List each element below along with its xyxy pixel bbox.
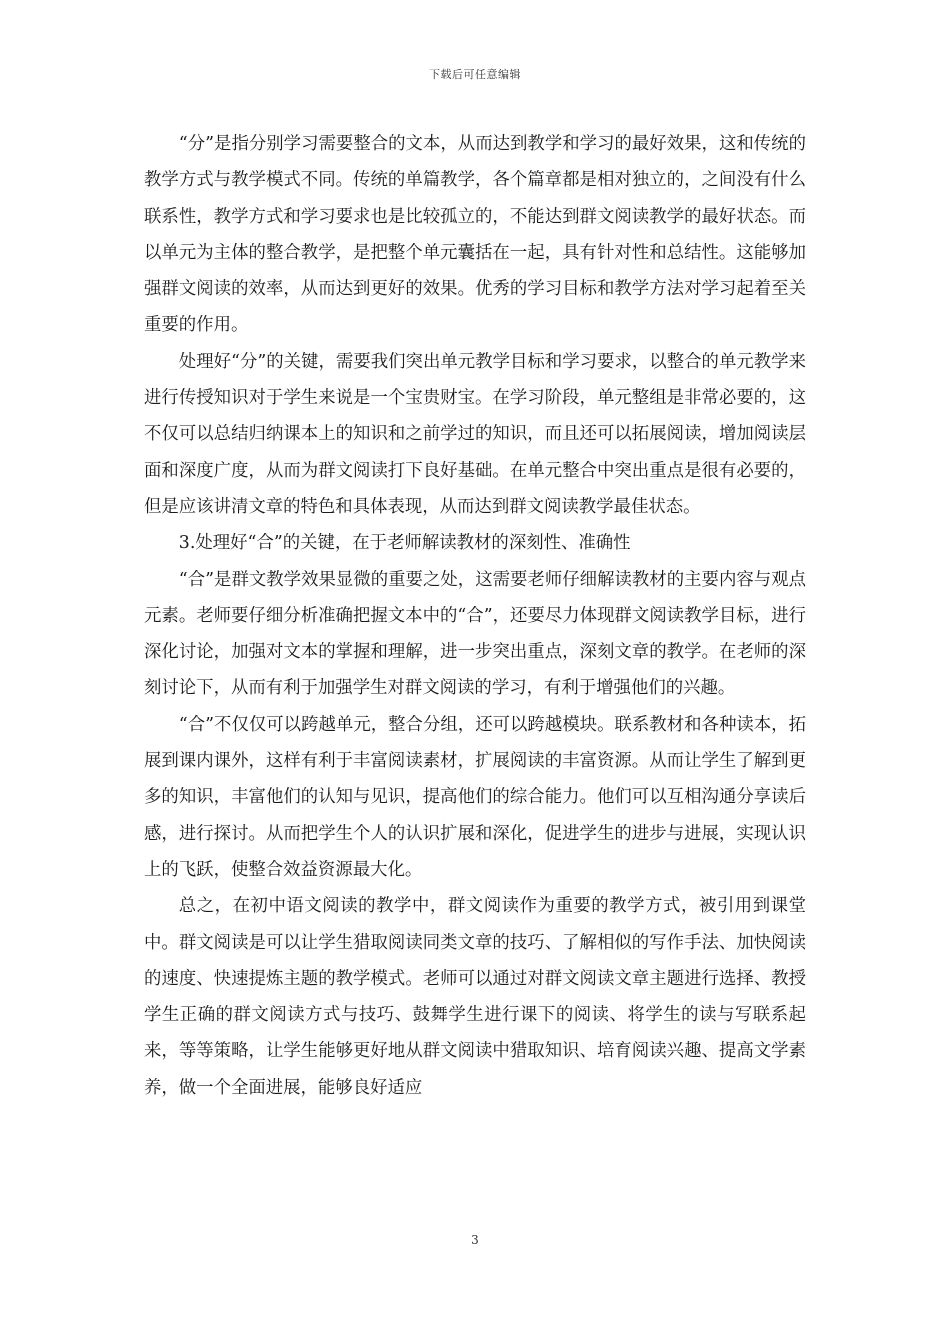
paragraph-he-scope: “合”不仅仅可以跨越单元，整合分组，还可以跨越模块。联系教材和各种读本，拓展到课内课外，这样有利于丰富阅读素材，扩展阅读的丰富资源。从而让学生了解到更多的知识，丰富他们的认知与见识，提高他们的综合能力。他们可以互相沟通分享读后感，进行探讨。从而把学生个人的认识扩展和深化，促进学生的进步与进展，实现认识上的飞跃，使整合效益资源最大化。 — [144, 714, 806, 880]
paragraph-conclusion: 总之，在初中语文阅读的教学中，群文阅读作为重要的教学方式，被引用到课堂中。群文阅读是可以让学生猎取阅读同类文章的技巧、了解相似的写作手法、加快阅读的速度、快速提炼主题的教学模式。老师可以通过对群文阅读文章主题进行选择、教授学生正确的群文阅读方式与技巧、鼓舞学生进行课下的阅读、将学生的读与写联系起来，等等策略，让学生能够更好地从群文阅读中猎取知识、培育阅读兴趣、提高文学素养，做一个全面进展，能够良好适应 — [144, 896, 806, 1098]
paragraph-he-importance: “合”是群文教学效果显微的重要之处，这需要老师仔细解读教材的主要内容与观点元素。老师要仔细分析准确把握文本中的“合”，还要尽力体现群文阅读教学目标，进行深化讨论，加强对文本的掌握和理解，进一步突出重点，深刻文章的教学。在老师的深刻讨论下，从而有利于加强学生对群文阅读的学习，有利于增强他们的兴趣。 — [144, 569, 806, 699]
page-number: 3 — [471, 1233, 479, 1247]
section-heading-he: 3.处理好“合”的关键，在于老师解读教材的深刻性、准确性 — [178, 533, 631, 554]
paragraph-fen-definition: “分”是指分别学习需要整合的文本，从而达到教学和学习的最好效果，这和传统的教学方式与教学模式不同。传统的单篇教学，各个篇章都是相对独立的，之间没有什么联系性，教学方式和学习要求也是比较孤立的，不能达到群文阅读教学的最好状态。而以单元为主体的整合教学，是把整个单元囊括在一起，具有针对性和总结性。这能够加强群文阅读的效率，从而达到更好的效果。优秀的学习目标和教学方法对学习起着至关重要的作用。 — [144, 134, 806, 336]
page-header: 下载后可任意编辑 — [429, 68, 521, 81]
document-body — [144, 126, 806, 1106]
paragraph-fen-key: 处理好“分”的关键，需要我们突出单元教学目标和学习要求，以整合的单元教学来进行传授知识对于学生来说是一个宝贵财宝。在学习阶段，单元整组是非常必要的，这不仅可以总结归纳课本上的知识和之前学过的知识，而且还可以拓展阅读，增加阅读层面和深度广度，从而为群文阅读打下良好基础。在单元整合中突出重点是很有必要的，但是应该讲清文章的特色和具体表现，从而达到群文阅读教学最佳状态。 — [144, 351, 806, 517]
